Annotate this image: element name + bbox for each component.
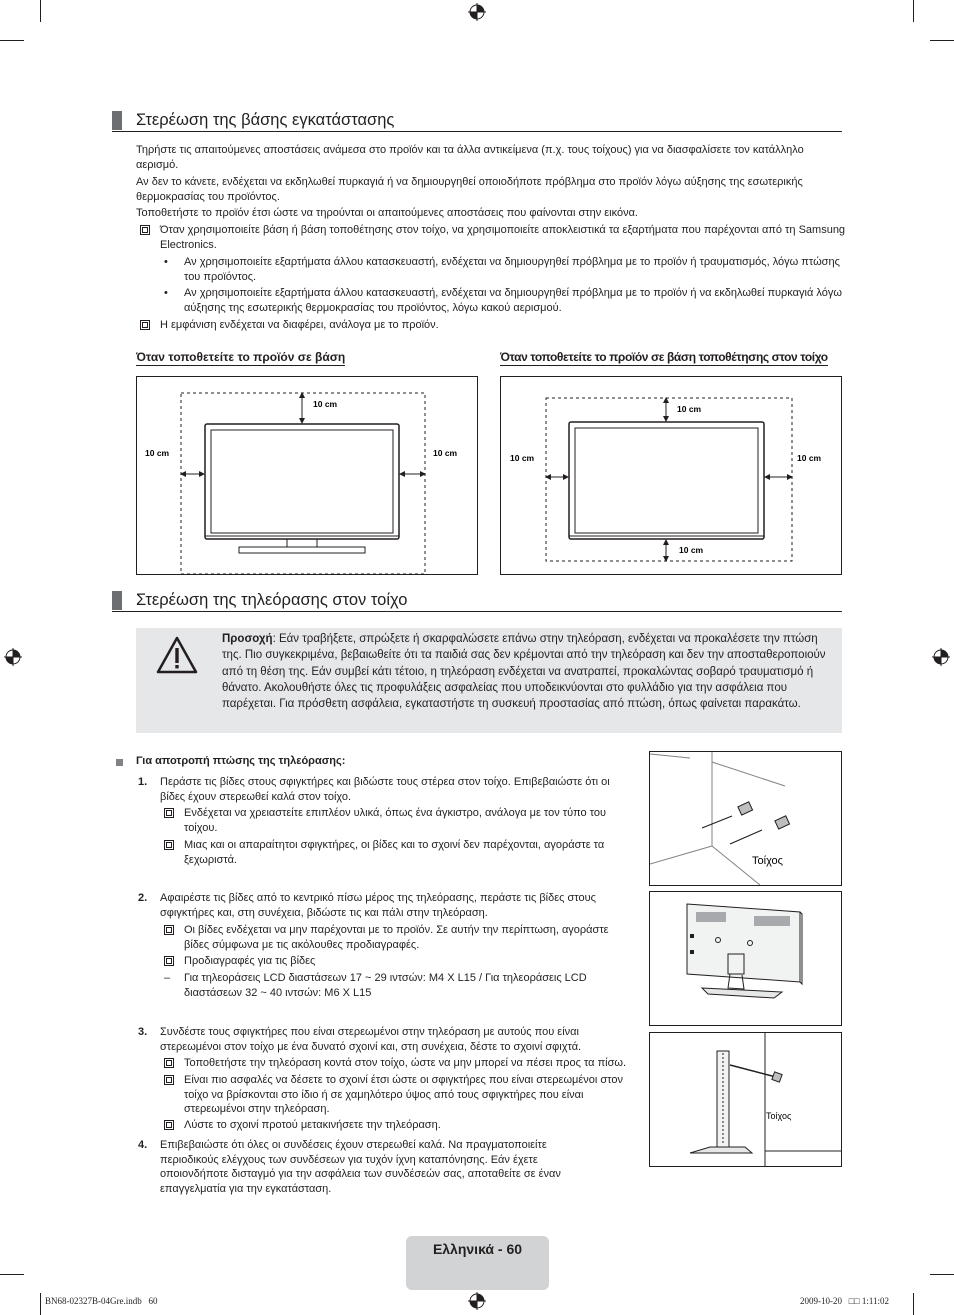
dim-label: 10 cm — [797, 453, 822, 463]
wall-label: Τοίχος — [752, 855, 783, 867]
note-icon — [164, 1075, 174, 1085]
paragraph: Τοποθετήστε το προϊόν έτσι ώστε να τηρούνται οι απαιτούμενες αποστάσεις που φαίνονται στην εικόνα. — [136, 207, 638, 219]
dash-text: Για τηλεοράσεις LCD διαστάσεων 17 ~ 29 ιντσών: M4 X L15 / Για τηλεοράσεις LCD διαστάσεων 32 ~ 40 ιντσών: M6 X L15 — [184, 972, 587, 999]
wall-diagram — [501, 377, 841, 574]
wall-label: Τοίχος — [766, 1111, 792, 1121]
note-text: Μιας και οι απαραίτητοι σφιγκτήρες, οι βίδες και το σχοινί δεν παρέχονται, αγοράστε τα ξεχωριστά. — [184, 839, 605, 866]
crop-mark — [930, 40, 954, 41]
dim-label: 10 cm — [677, 404, 702, 414]
step-text: Αφαιρέστε τις βίδες από το κεντρικό πίσω μέρος της τηλεόρασης, περάστε τις βίδες στους σφιγκτήρες και, στη συνέχεια, βιδώστε τις και πάλι στην τηλεόραση. — [160, 892, 596, 919]
caution-label: Προσοχή — [222, 633, 273, 645]
paragraph: Τηρήστε τις απαιτούμενες αποστάσεις ανάμεσα στο προϊόν και τα άλλα αντικείμενα (π.χ. τους τοίχους) για να διασφαλίσετε τον κατάλληλο αερισμό. — [136, 144, 804, 171]
section-title-stand — [112, 110, 842, 132]
figure-tv-back — [649, 891, 842, 1026]
step-number: 1. — [138, 776, 148, 788]
step-number: 4. — [138, 1139, 148, 1151]
step-text: Επιβεβαιώστε ότι όλες οι συνδέσεις έχουν στερεωθεί καλά. Να πραγματοποιείτε περιοδικούς ελέγχους των συνδέσεων για τυχόν ίχνη καταπόνησης. Εάν έχετε οποιονδήποτε δισταγμό για την ασφάλεια των συνδέσεών σας, αποταθείτε σε έναν επαγγελματία για την εγκατάσταση. — [160, 1139, 561, 1195]
note-text: Η εμφάνιση ενδέχεται να διαφέρει, ανάλογα με το προϊόν. — [160, 319, 439, 331]
square-bullet-icon — [116, 759, 123, 766]
footer-datetime: 2009-10-20 □□ 1:11:02 — [800, 1296, 890, 1306]
section-bar — [112, 111, 122, 130]
section-bar — [112, 591, 122, 610]
step-number: 3. — [138, 1026, 148, 1038]
section-title-text: Στερέωση της τηλεόρασης στον τοίχο — [136, 591, 408, 609]
registration-mark-icon — [468, 1292, 486, 1310]
note-icon — [164, 840, 174, 850]
tv-back-illustration — [650, 892, 841, 1025]
note-icon — [164, 808, 174, 818]
caution-body: : Εάν τραβήξετε, σπρώξετε ή σκαρφαλώσετε επάνω στην τηλεόραση, ενδέχεται να προκαλέσετε την πτώση της. Πιο συγκεκριμένα, βεβαιωθείτε ότι τα παιδιά σας δεν κρέμονται από την τηλεόραση και δεν την αποσταθεροποιούν από τη θέση της. Εάν συμβεί κάτι τέτοιο, η τηλεόραση ενδέχεται να ανατραπεί, προκαλώντας σοβαρό τραυματισμό ή θάνατο. Ακολουθήστε όλες τις προφυλάξεις ασφαλείας που υποδεικνύονται στο φυλλάδιο για την ασφάλεια που παρέχεται. Για πρόσθετη ασφάλεια, εγκαταστήστε τη συσκευή προστασίας από πτώση, όπως φαίνεται παρακάτω. — [222, 633, 826, 711]
dim-label: 10 cm — [433, 448, 458, 458]
crop-mark — [0, 1274, 24, 1275]
step-number: 2. — [138, 892, 148, 904]
note-text: Οι βίδες ενδέχεται να μην παρέχονται με το προϊόν. Σε αυτήν την περίπτωση, αγοράστε βίδες σύμφωνα με τις ακόλουθες προδιαγραφές. — [184, 924, 609, 951]
note-text: Όταν χρησιμοποιείτε βάση ή βάση τοποθέτησης στον τοίχο, να χρησιμοποιείτε αποκλειστικά τα εξαρτήματα που παρέχονται από τη Samsung Electronics. — [160, 224, 846, 251]
note-text: Τοποθετήστε την τηλεόραση κοντά στον τοίχο, ώστε να μην μπορεί να πέσει προς τα πίσω. — [184, 1057, 627, 1069]
figure-stand-clearance — [136, 376, 478, 575]
dim-label: 10 cm — [145, 448, 170, 458]
figure-tv-rope — [649, 1032, 842, 1167]
crop-mark — [913, 1293, 914, 1315]
caution-text — [222, 631, 830, 712]
warning-triangle-icon — [156, 636, 198, 674]
note-icon — [140, 225, 150, 235]
subheading-wall: Όταν τοποθετείτε το προϊόν σε βάση τοποθέτησης στον τοίχο — [500, 350, 828, 364]
dim-label: 10 cm — [313, 399, 338, 409]
note-text: Είναι πιο ασφαλές να δέσετε το σχοινί έτσι ώστε οι σφιγκτήρες που είναι στερεωμένοι στον τοίχο να βρίσκονται στο ίδιο ή σε χαμηλότερο ύψος από τους σφιγκτήρες που είναι στερεωμένοι στην τηλεόραση. — [184, 1074, 623, 1115]
note-icon — [164, 925, 174, 935]
footer-file: BN68-02327B-04Gre.indb 60 — [45, 1296, 158, 1306]
note-icon — [164, 1058, 174, 1068]
bullet-mark: • — [164, 256, 168, 268]
registration-mark-icon — [4, 648, 22, 666]
section-title-wall — [112, 590, 842, 612]
crop-mark — [0, 40, 24, 41]
note-icon — [164, 1120, 174, 1130]
bullet-mark: • — [164, 287, 168, 299]
crop-mark — [930, 1274, 954, 1275]
dim-label: 10 cm — [510, 453, 535, 463]
tv-rope-illustration — [650, 1033, 841, 1166]
section-title-text: Στερέωση της βάσης εγκατάστασης — [136, 111, 395, 129]
note-text: Ενδέχεται να χρειαστείτε επιπλέον υλικά, όπως ένα άγκιστρο, ανάλογα με τον τύπο του τοίχου. — [184, 807, 607, 834]
bullet-text: Αν χρησιμοποιείτε εξαρτήματα άλλου κατασκευαστή, ενδέχεται να δημιουργηθεί πρόβλημα με το προϊόν ή τραυματισμός, λόγω πτώσης του προϊόντος. — [184, 256, 840, 283]
note-icon — [164, 956, 174, 966]
registration-mark-icon — [468, 3, 486, 21]
stand-diagram — [137, 377, 477, 574]
figure-wall-clamps — [649, 751, 842, 886]
figure-wall-clearance — [500, 376, 842, 575]
page-number: Ελληνικά - 60 — [432, 1241, 523, 1257]
bullet-text: Αν χρησιμοποιείτε εξαρτήματα άλλου κατασκευαστή, ενδέχεται να δημιουργηθεί πρόβλημα με το προϊόν ή να εκδηλωθεί πυρκαγιά λόγω αύξησης της εσωτερικής θερμοκρασίας του προϊόντος, λόγω κακού αερισμού. — [184, 287, 842, 314]
note-icon — [140, 320, 150, 330]
dim-label: 10 cm — [679, 545, 704, 555]
caution-box — [136, 628, 842, 733]
crop-mark — [40, 1293, 41, 1315]
crop-mark — [913, 0, 914, 22]
step-text: Συνδέστε τους σφιγκτήρες που είναι στερεωμένοι στην τηλεόραση με αυτούς που είναι στερεωμένοι στον τοίχο με ένα δυνατό σχοινί και, στη συνέχεια, δέστε το σχοινί σφιχτά. — [160, 1026, 582, 1053]
crop-mark — [40, 0, 41, 22]
paragraph: Αν δεν το κάνετε, ενδέχεται να εκδηλωθεί πυρκαγιά ή να δημιουργηθεί οποιοδήποτε πρόβλημα στο προϊόν λόγω αύξησης της εσωτερικής θερμοκρασίας του προϊόντος. — [136, 176, 803, 203]
step-text: Περάστε τις βίδες στους σφιγκτήρες και βιδώστε τους στέρεα στον τοίχο. Επιβεβαιώστε ότι οι βίδες έχουν στερεωθεί καλά στον τοίχο. — [160, 776, 610, 803]
registration-mark-icon — [932, 648, 950, 666]
note-text: Λύστε το σχοινί προτού μετακινήσετε την τηλεόραση. — [184, 1119, 441, 1131]
wall-clamps-illustration — [650, 752, 841, 885]
note-text: Προδιαγραφές για τις βίδες — [184, 955, 316, 967]
subheading-stand: Όταν τοποθετείτε το προϊόν σε βάση — [136, 350, 346, 364]
procedure-heading: Για αποτροπή πτώσης της τηλεόρασης: — [136, 755, 346, 767]
dash-mark: – — [164, 972, 171, 984]
